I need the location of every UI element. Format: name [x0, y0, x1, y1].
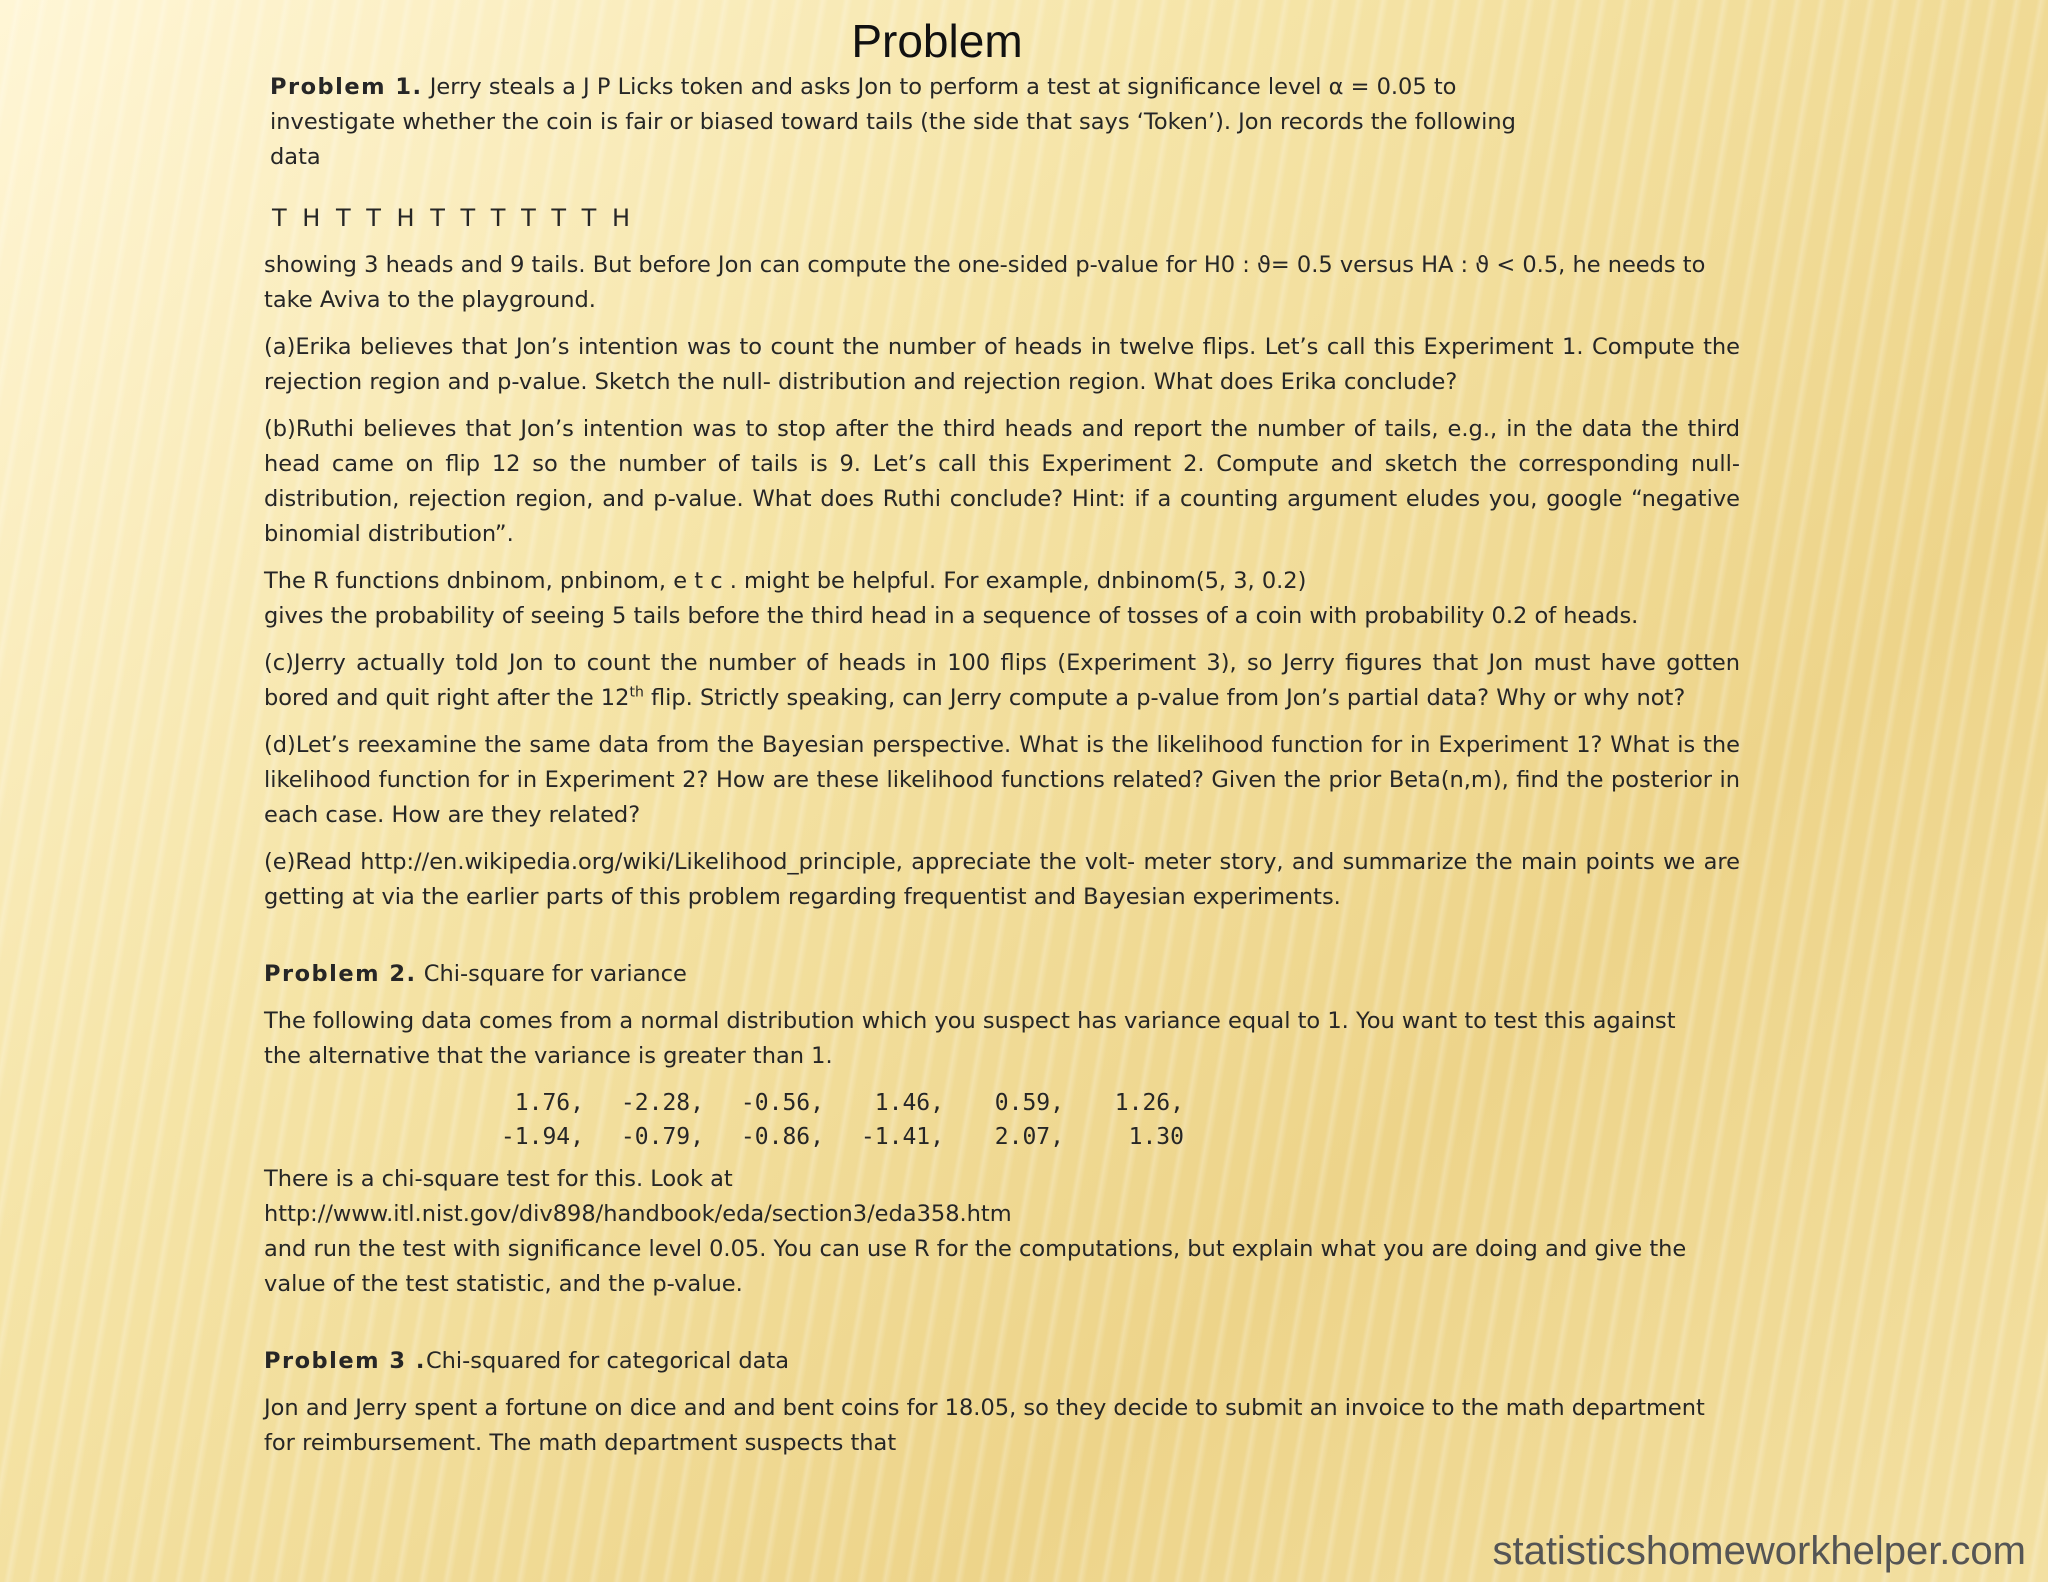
- data-cell: -0.56,: [740, 1090, 824, 1116]
- part-c-text-post: flip. Strictly speaking, can Jerry compute a p-value from Jon’s partial data? Why or why not?: [643, 685, 1686, 711]
- problem-3-heading: Problem 3 .: [264, 1348, 426, 1374]
- problem-1-intro-text: Jerry steals a J P Licks token and asks Jon to perform a test at significance level α = 0.05 to investigate whether the coin is fair or biased toward tails (the side that says ‘Token’). Jon records the following data: [270, 74, 1516, 170]
- problem-1-part-d: (d)Let’s reexamine the same data from the Bayesian perspective. What is the likelihood function for in Experiment 1? What is the likelihood function for in Experiment 2? How are these likelihood functions related? Given the prior Beta(n,m), find the posterior in each case. How are they related?: [264, 732, 1740, 828]
- problem-3-subtitle: Chi-squared for categorical data: [425, 1348, 790, 1374]
- test-line-3: and run the test with significance level 0.05. You can use R for the computations, but explain what you are doing and give the value of the test statistic, and the p-value.: [264, 1236, 1687, 1297]
- data-cell: 1.76,: [514, 1090, 584, 1116]
- r-functions-line-2: gives the probability of seeing 5 tails before the third head in a sequence of tosses of a coin with probability 0.2 of heads.: [264, 603, 1639, 629]
- problem-1-part-a: (a)Erika believes that Jon’s intention was to count the number of heads in twelve flips. Let’s call this Experiment 1. Compute the rejection region and p-value. Sketch the null- distribution and rejection region. What does Erika conclude?: [264, 334, 1740, 395]
- problem-2-body: The following data comes from a normal distribution which you suspect has variance equal to 1. You want to test this against the alternative that the variance is greater than 1.: [264, 1008, 1676, 1069]
- problem-3-body: Jon and Jerry spent a fortune on dice and and bent coins for 18.05, so they decide to submit an invoice to the math department for reimbursement. The math department suspects that: [264, 1395, 1705, 1456]
- data-cell: 2.07,: [994, 1124, 1064, 1150]
- data-cell: -0.86,: [740, 1124, 824, 1150]
- table-row: [464, 1086, 1184, 1120]
- site-watermark: statisticshomeworkhelper.com: [1492, 1529, 2026, 1573]
- data-cell: -2.28,: [620, 1090, 704, 1116]
- problem-document: [264, 70, 1740, 1473]
- test-line-1: There is a chi-square test for this. Look at: [264, 1166, 733, 1192]
- problem-2-test-instructions: [264, 1162, 1714, 1302]
- coin-sequence: T H T T H T T T T T T H: [272, 204, 634, 232]
- r-functions-note: [264, 564, 1740, 634]
- data-cell: 0.59,: [994, 1090, 1064, 1116]
- problem-2-heading: Problem 2.: [264, 961, 417, 987]
- problem-2-data: [264, 1086, 1740, 1154]
- problem-1-showing: showing 3 heads and 9 tails. But before Jon can compute the one-sided p-value for H0 : ϑ= 0.5 versus HA : ϑ < 0.5, he needs to take Aviva to the playground.: [264, 252, 1706, 313]
- data-cell: 1.26,: [1114, 1090, 1184, 1116]
- data-cell: -1.94,: [500, 1124, 584, 1150]
- part-c-text-pre: (c)Jerry actually told Jon to count the number of heads in 100 flips (Experiment 3), so Jerry figures that Jon must have gotten bored and quit right after the 12: [264, 650, 1740, 711]
- problem-1-part-b: (b)Ruthi believes that Jon’s intention was to stop after the third heads and report the number of tails, e.g., in the data the third head came on flip 12 so the number of tails is 9. Let’s call this Experiment 2. Compute and sketch the corresponding null-distribution, rejection region, and p-value. What does Ruthi conclude? Hint: if a counting argument eludes you, google “negative binomial distribution”.: [264, 416, 1740, 547]
- nist-link[interactable]: http://www.itl.nist.gov/div898/handbook/eda/section3/eda358.htm: [264, 1201, 1012, 1227]
- problem-3-title: [264, 1344, 1740, 1379]
- problem-2-subtitle: Chi-square for variance: [423, 961, 687, 987]
- part-c-superscript: th: [629, 684, 644, 701]
- problem-1-part-c: [264, 646, 1740, 716]
- data-cell: -1.41,: [860, 1124, 944, 1150]
- problem-1-intro: [264, 70, 1570, 175]
- page-title: Problem: [851, 15, 1023, 67]
- problem-1-part-e: (e)Read http://en.wikipedia.org/wiki/Likelihood_principle, appreciate the volt- meter story, and summarize the main points we are getting at via the earlier parts of this problem regarding frequentist and Bayesian experiments.: [264, 849, 1740, 910]
- data-cell: 1.30: [1128, 1124, 1184, 1150]
- data-cell: 1.46,: [874, 1090, 944, 1116]
- data-table: [464, 1086, 1184, 1154]
- problem-2-title: [264, 957, 1740, 992]
- data-cell: -0.79,: [620, 1124, 704, 1150]
- problem-1-heading: Problem 1.: [270, 74, 423, 100]
- table-row: [464, 1120, 1184, 1154]
- r-functions-line-1: The R functions dnbinom, pnbinom, e t c . might be helpful. For example, dnbinom(5, 3, 0.2): [264, 568, 1307, 594]
